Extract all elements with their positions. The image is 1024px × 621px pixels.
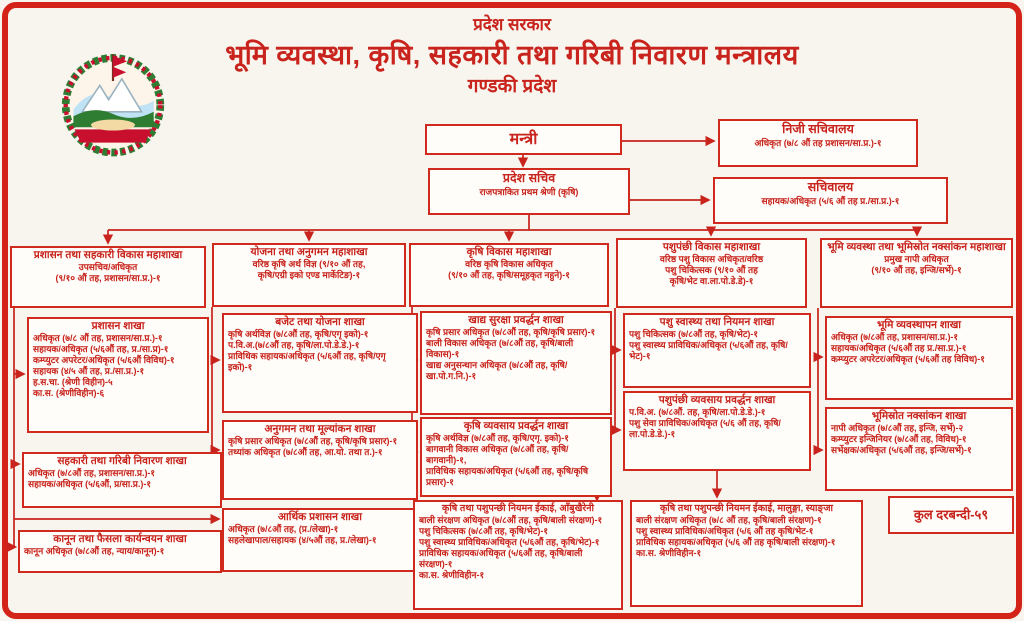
box-title: कृषि तथा पशुपन्छी नियमन ईकाई, आँबुखैरेनी	[442, 503, 594, 514]
box-staff-list	[724, 138, 912, 149]
staff-line: सहायक/अधिकृत (५/६ औं तह प्र./सा.प्र.)-१	[761, 195, 900, 206]
box-staff-list	[636, 515, 857, 559]
staff-line: नापी अधिकृत (७/८औं तह, इन्जि, सर्भे)-२	[831, 423, 964, 434]
box-title: पशुपंछी व्यवसाय प्रवर्द्धन शाखा	[658, 394, 776, 406]
box-staff-list	[228, 524, 412, 546]
box-division-land-mapping	[820, 238, 1013, 308]
box-title: कृषि व्यवसाय प्रवर्द्धन शाखा	[463, 420, 569, 432]
staff-line: पशु स्वास्थ्य प्राविधिक/अधिकृत (५/६औं तह, कृषि/भेट)-१	[629, 340, 788, 362]
staff-line: (९/१० औं तह, इन्जि/सर्भे)-१	[871, 265, 962, 276]
box-staff-list	[622, 254, 801, 287]
staff-line: पशु स्वास्थ्य प्राविधिक/अधिकृत (५/६ औं तह कृषि/भेट-१	[636, 525, 814, 536]
staff-line: का.स. (श्रेणीविहीन)-६	[33, 387, 105, 398]
staff-line: कृषि/भेट वा.ला.पो.डे.डे)-१	[669, 276, 754, 287]
staff-line: सर्भेक्षक/अधिकृत (५/६औं तह, इन्जि/सर्भे)-१	[831, 445, 972, 456]
box-staff-list	[16, 262, 200, 284]
box-title: खाद्य सुरक्षा प्रवर्द्धन शाखा	[468, 314, 564, 326]
box-title: भूमि व्यवस्था तथा भूमिस्रोत नक्सांकन महाशाखा	[827, 241, 1006, 253]
box-title: कृषि तथा पशुपन्छी नियमन ईकाई, मालुङ्गा, स्याङ्जा	[660, 503, 833, 514]
box-section-law-implementation	[18, 530, 222, 573]
staff-line: का.स. श्रेणीविहीन-१	[419, 569, 485, 580]
staff-line: अधिकृत (७/८ औं तह प्रशासन/सा.प्र.)-१	[754, 137, 882, 148]
box-staff-list	[426, 327, 606, 382]
box-title: प्रदेश सचिव	[502, 171, 556, 185]
box-section-land-management	[825, 316, 1013, 400]
box-staff-list	[434, 187, 624, 198]
box-title: प्रशासन शाखा	[91, 320, 145, 332]
staff-line: पशु चिकित्सक (७/८औं तह, कृषि/भेट)-१	[419, 525, 549, 536]
staff-line: पशु स्वास्थ्य प्राविधिक/अधिकृत (५/६औं तह, कृषि/भेट)-१	[419, 536, 600, 547]
staff-line: अधिकृत (७/८ औं तह, प्रशासन/सा.प्र.)-१	[33, 333, 163, 344]
staff-line: सहलेखापाल/सहायक (४/५औं तह, प्र./लेखा)-१	[228, 535, 377, 546]
box-title: सचिवालय	[807, 180, 854, 194]
ministry-title: भूमि व्यवस्था, कृषि, सहकारी तथा गरिबी निवारण मन्त्रालय	[225, 40, 799, 70]
box-staff-list	[826, 254, 1007, 276]
box-minister	[425, 124, 622, 155]
staff-line: बाली संरक्षण अधिकृत (७/८औं तह, कृषि/बाली संरक्षण)-१	[419, 514, 603, 525]
box-staff-list	[831, 332, 1007, 365]
box-section-food-security	[420, 311, 612, 415]
box-staff-list	[629, 407, 805, 440]
box-staff-list	[28, 468, 216, 490]
box-title: सहकारी तथा गरिबी निवारण शाखा	[57, 455, 187, 467]
staff-line: कृषि अर्थविज्ञ (७/८औं तह, कृषि/एगृ इको)-१	[228, 329, 369, 340]
box-staff-list	[831, 423, 1007, 456]
staff-line: कृषि अर्थविज्ञ (७/८औं तह, कृषि/एगृ. इको)-१	[426, 433, 569, 444]
box-title: बजेट तथा योजना शाखा	[275, 316, 365, 328]
staff-line: पशु सेवा प्राविधिक/अधिकृत (५/६ औं तह, कृषि/ला.पो.डे.डे.)-१	[629, 418, 781, 440]
staff-line: प्राविधिक सहायक/अधिकृत (५/६ औं तह कृषि/बाली संरक्षण)-१	[636, 536, 836, 547]
box-title: योजना तथा अनुगमन महाशाखा	[250, 246, 368, 258]
staff-line: का.स. श्रेणीविहीन-१	[636, 547, 702, 558]
box-staff-list	[426, 433, 606, 488]
staff-line: सहायक/अधिकृत (५/६औं तह, प्र./सा.प्र)-१	[33, 344, 169, 355]
box-staff-list	[24, 546, 216, 557]
box-unit-aanbukhaireni	[413, 500, 623, 610]
staff-line: प्राविधिक सहायक/अधिकृत (५/६औं तह, कृषि/बाली संरक्षण)-१	[419, 547, 583, 569]
box-staff-list	[419, 515, 617, 581]
staff-line: अधिकृत (७/८औं तह, प्रशासन/सा.प्र.)-१	[28, 468, 156, 479]
box-secretariat	[713, 177, 948, 224]
box-title: आर्थिक प्रशासन शाखा	[278, 511, 362, 523]
box-title: पशु स्वास्थ्य तथा नियमन शाखा	[659, 316, 775, 328]
staff-line: वरिष्ठ कृषि अर्थ विज्ञ (९/१० औं तह,	[252, 259, 366, 270]
staff-line: कृषि प्रसार अधिकृत (७/८औं तह, कृषि/कृषि प्रसार)-१	[426, 327, 596, 338]
box-division-livestock-development	[616, 238, 807, 308]
chart-header	[0, 12, 1024, 98]
staff-line: प.वि.अ. (७/८औं. तह, कृषि/ला.पो.डे.डे.)-१	[629, 407, 766, 418]
box-staff-list	[218, 259, 400, 281]
province-label: गण्डकी प्रदेश	[467, 76, 557, 97]
box-section-monitoring-evaluation	[222, 420, 418, 500]
box-province-secretary	[428, 168, 630, 215]
staff-line: सहायक/अधिकृत (५/६औं, प्र/सा.प्र.)-१	[28, 479, 152, 490]
staff-line: कानून अधिकृत (७/८औं तह, न्याय/कानून)-१	[24, 546, 165, 557]
staff-line: बागवानी विकास अधिकृत (७/८औं तह, कृषि/बागवानी)-१,	[426, 444, 569, 466]
staff-line: प्रमुख नापी अधिकृत	[884, 254, 949, 265]
staff-line: सहायक/अधिकृत (५/६औं तह प्र./सा.प्र.)-१	[831, 343, 967, 354]
staff-line: प्राविधिक सहायक/अधिकृत (५/६औं तह, कृषि/एगृ इको)-१	[228, 351, 386, 373]
box-private-secretariat	[718, 119, 918, 167]
box-division-administration-cooperative	[10, 246, 206, 308]
box-title: भूमि व्यवस्थापन शाखा	[877, 319, 961, 331]
box-title: कृषि विकास महाशाखा	[466, 246, 552, 258]
box-title: अनुगमन तथा मूल्यांकन शाखा	[264, 423, 376, 435]
box-title: प्रशासन तथा सहकारी विकास महाशाखा	[33, 249, 183, 261]
staff-line: वरिष्ठ कृषि विकास अधिकृत	[465, 259, 553, 270]
box-section-administration	[27, 317, 209, 433]
staff-line: पशु चिकित्सक (७/८औं तह, कृषि/भेट)-१	[629, 329, 759, 340]
staff-line: कम्प्युटर अपरेटर/अधिकृत (५/६औं तह विविध)-१	[831, 354, 985, 365]
box-section-cooperative-poverty	[22, 452, 222, 508]
box-section-landresource-mapping	[825, 407, 1013, 491]
government-label: प्रदेश सरकार	[473, 15, 551, 34]
staff-line: कम्प्युटर इन्जिनियर (७/८औं तह, विविध)-१	[831, 434, 967, 445]
box-section-budget-planning	[222, 313, 418, 413]
staff-line: राजपत्राकित प्रथम श्रेणी (कृषि)	[479, 186, 579, 197]
staff-line: बाली विकास अधिकृत (७/८औं तह, कृषि/बाली विकास)-१	[426, 338, 574, 360]
box-unit-malunga-syangja	[630, 500, 863, 607]
staff-line: खाद्य अनुसन्धान अधिकृत (७/८औं तह, कृषि/खा.पो.ग.नि.)-१	[426, 360, 568, 381]
staff-line: उपसचिव/अधिकृत	[78, 262, 138, 273]
box-title: मन्त्री	[509, 131, 538, 148]
box-staff-list	[228, 329, 412, 373]
box-staff-list	[33, 333, 203, 399]
box-title: कानून तथा फैसला कार्यन्वयन शाखा	[53, 533, 187, 545]
staff-line: अधिकृत (७/८औं तह, प्रशासन/सा.प्र.)-१	[831, 332, 959, 343]
box-division-agriculture-development	[409, 243, 609, 307]
staff-line: (९/१० औं तह, प्रशासन/सा.प्र.)-१	[55, 273, 161, 284]
staff-line: प्राविधिक सहायक/अधिकृत (५/६औं तह, कृषि/कृषि प्रसार)-१	[426, 466, 589, 487]
staff-line: वरिष्ठ पशु विकास अधिकृत/वरिष्ठ	[659, 254, 764, 265]
staff-line: तथ्यांक अधिकृत (७/८औं तह, आ.यो. तथा त.)-१	[228, 447, 383, 458]
box-total-positions	[888, 496, 1014, 534]
box-section-financial-administration	[222, 508, 418, 572]
box-staff-list	[629, 329, 805, 362]
box-division-planning-monitoring	[212, 243, 406, 307]
box-section-agribusiness-promotion	[420, 417, 612, 497]
staff-line: कम्प्युटर अपरेटर/अधिकृत (५/६औं विविध)-१	[33, 355, 175, 366]
box-section-livestock-business	[623, 391, 811, 471]
staff-line: सहायक (४/५ औं तह, प्र./सा.प्र.)-१	[33, 366, 145, 377]
box-title: पशुपंछी विकास महाशाखा	[662, 241, 761, 253]
staff-line: प.वि.अ.(७/८औं तह, कृषि/ला.पो.डे.डे.)-१	[228, 340, 360, 351]
box-section-animal-health	[623, 313, 811, 388]
staff-line: (९/१० औं तह, कृषि/समूहकृत नहुने)-१	[448, 270, 570, 281]
staff-line: ह.स.चा. (श्रेणी विहीन)-५	[33, 377, 113, 387]
box-staff-list	[719, 196, 942, 207]
staff-line: पशु चिकित्सक (९/१० औं तह	[665, 265, 758, 276]
staff-line: कृषि प्रसार अधिकृत (७/८औं तह, कृषि/कृषि प्रसार)-१	[228, 436, 398, 447]
box-title: निजी सचिवालय	[782, 122, 854, 136]
staff-line: अधिकृत (७/८औं तह, (प्र./लेखा)-१	[228, 524, 339, 535]
staff-line: कृषि/एग्री इको एण्ड मार्केटिङ)-१	[257, 270, 361, 281]
box-title: भूमिस्रोत नक्सांकन शाखा	[871, 410, 967, 422]
box-staff-list	[415, 259, 603, 281]
box-staff-list	[228, 436, 412, 458]
staff-line: बाली संरक्षण अधिकृत (७/८ औं तह, कृषि/बाली संरक्षण)-१	[636, 514, 822, 525]
total-positions-label: कुल दरबन्दी-५९	[913, 507, 989, 522]
